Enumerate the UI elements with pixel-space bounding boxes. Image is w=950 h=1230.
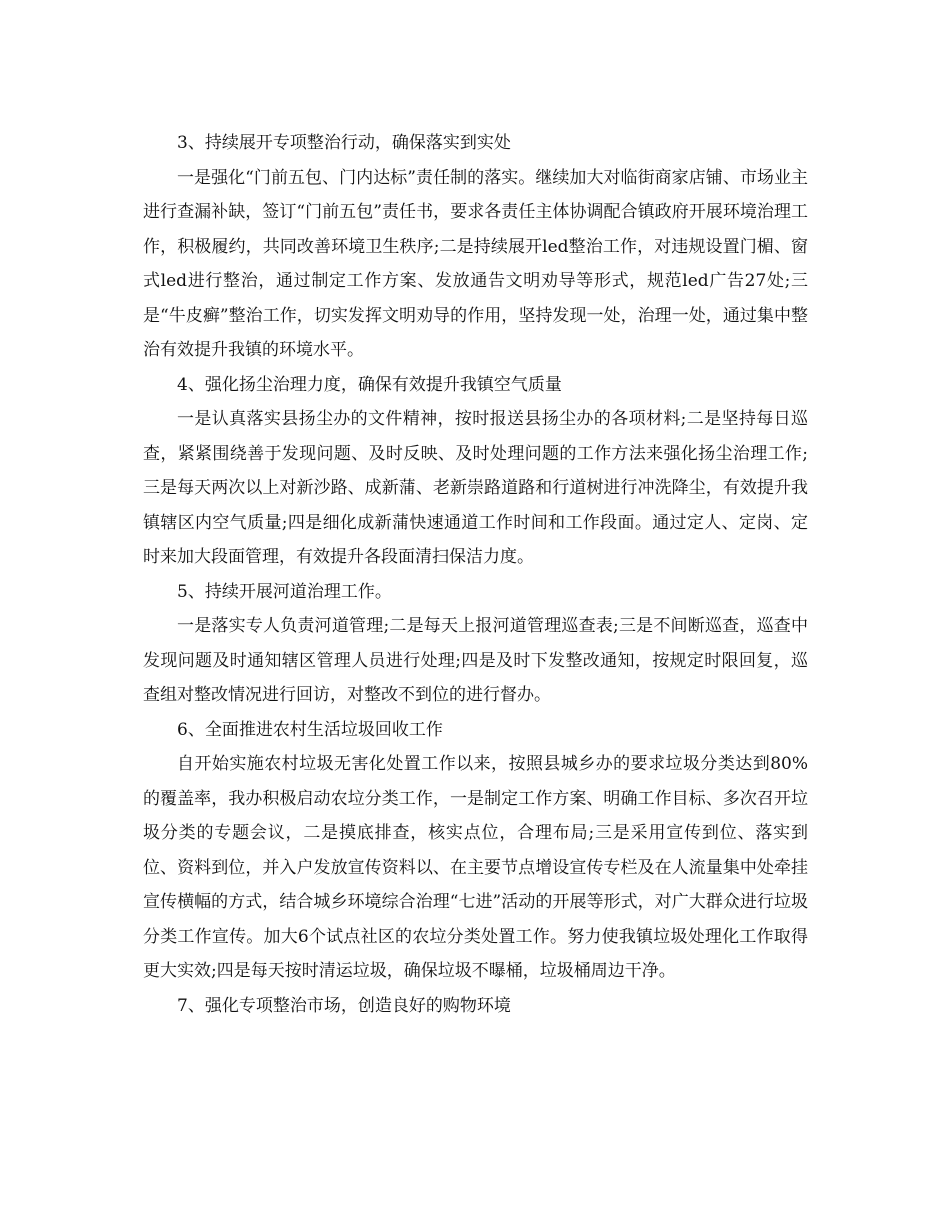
document-body: [143, 126, 808, 1023]
section-heading-3: 3、持续展开专项整治行动，确保落实到实处: [177, 133, 511, 153]
paragraph-door-responsibility: 一是强化“门前五包、门内达标”责任制的落实。继续加大对临街商家店铺、市场业主进行查漏补缺，签订“门前五包”责任书，要求各责任主体协调配合镇政府开展环境治理工作，积极履约，共同改善环境卫生秩序;二是持续展开led整治工作，对违规设置门楣、窗式led进行整治，通过制定工作方案、发放通告文明劝导等形式，规范led广告27处;三是“牛皮癣”整治工作，切实发挥文明劝导的作用，坚持发现一处，治理一处，通过集中整治有效提升我镇的环境水平。: [143, 167, 808, 360]
paragraph-garbage-sorting: 自开始实施农村垃圾无害化处置工作以来，按照县城乡办的要求垃圾分类达到80%的覆盖率，我办积极启动农垃分类工作，一是制定工作方案、明确工作目标、多次召开垃圾分类的专题会议，二是摸底排查，核实点位，合理布局;三是采用宣传到位、落实到位、资料到位，并入户发放宣传资料以、在主要节点增设宣传专栏及在人流量集中处牵挂宣传横幅的方式，结合城乡环境综合治理“七进”活动的开展等形式，对广大群众进行垃圾分类工作宣传。加大6个试点社区的农垃分类处置工作。努力使我镇垃圾处理化工作取得更大实效;四是每天按时清运垃圾，确保垃圾不曝桶，垃圾桶周边干净。: [143, 754, 808, 981]
section-heading-7: 7、强化专项整治市场，创造良好的购物环境: [177, 995, 511, 1016]
section-heading-6: 6、全面推进农村生活垃圾回收工作: [177, 719, 443, 740]
paragraph-river-management: 一是落实专人负责河道管理;二是每天上报河道管理巡查表;三是不间断巡查，巡查中发现问题及时通知辖区管理人员进行处理;四是及时下发整改通知，按规定时限回复，巡查组对整改情况进行回访，对整改不到位的进行督办。: [143, 616, 808, 705]
section-heading-5: 5、持续开展河道治理工作。: [177, 581, 392, 602]
paragraph-dust-control: 一是认真落实县扬尘办的文件精神，按时报送县扬尘办的各项材料;二是坚持每日巡查，紧紧围绕善于发现问题、及时反映、及时处理问题的工作方法来强化扬尘治理工作;三是每天两次以上对新沙路、成新蒲、老新崇路道路和行道树进行冲洗降尘，有效提升我镇辖区内空气质量;四是细化成新蒲快速通道工作时间和工作段面。通过定人、定岗、定时来加大段面管理，有效提升各段面清扫保洁力度。: [143, 409, 808, 567]
section-heading-4: 4、强化扬尘治理力度，确保有效提升我镇空气质量: [177, 374, 562, 395]
